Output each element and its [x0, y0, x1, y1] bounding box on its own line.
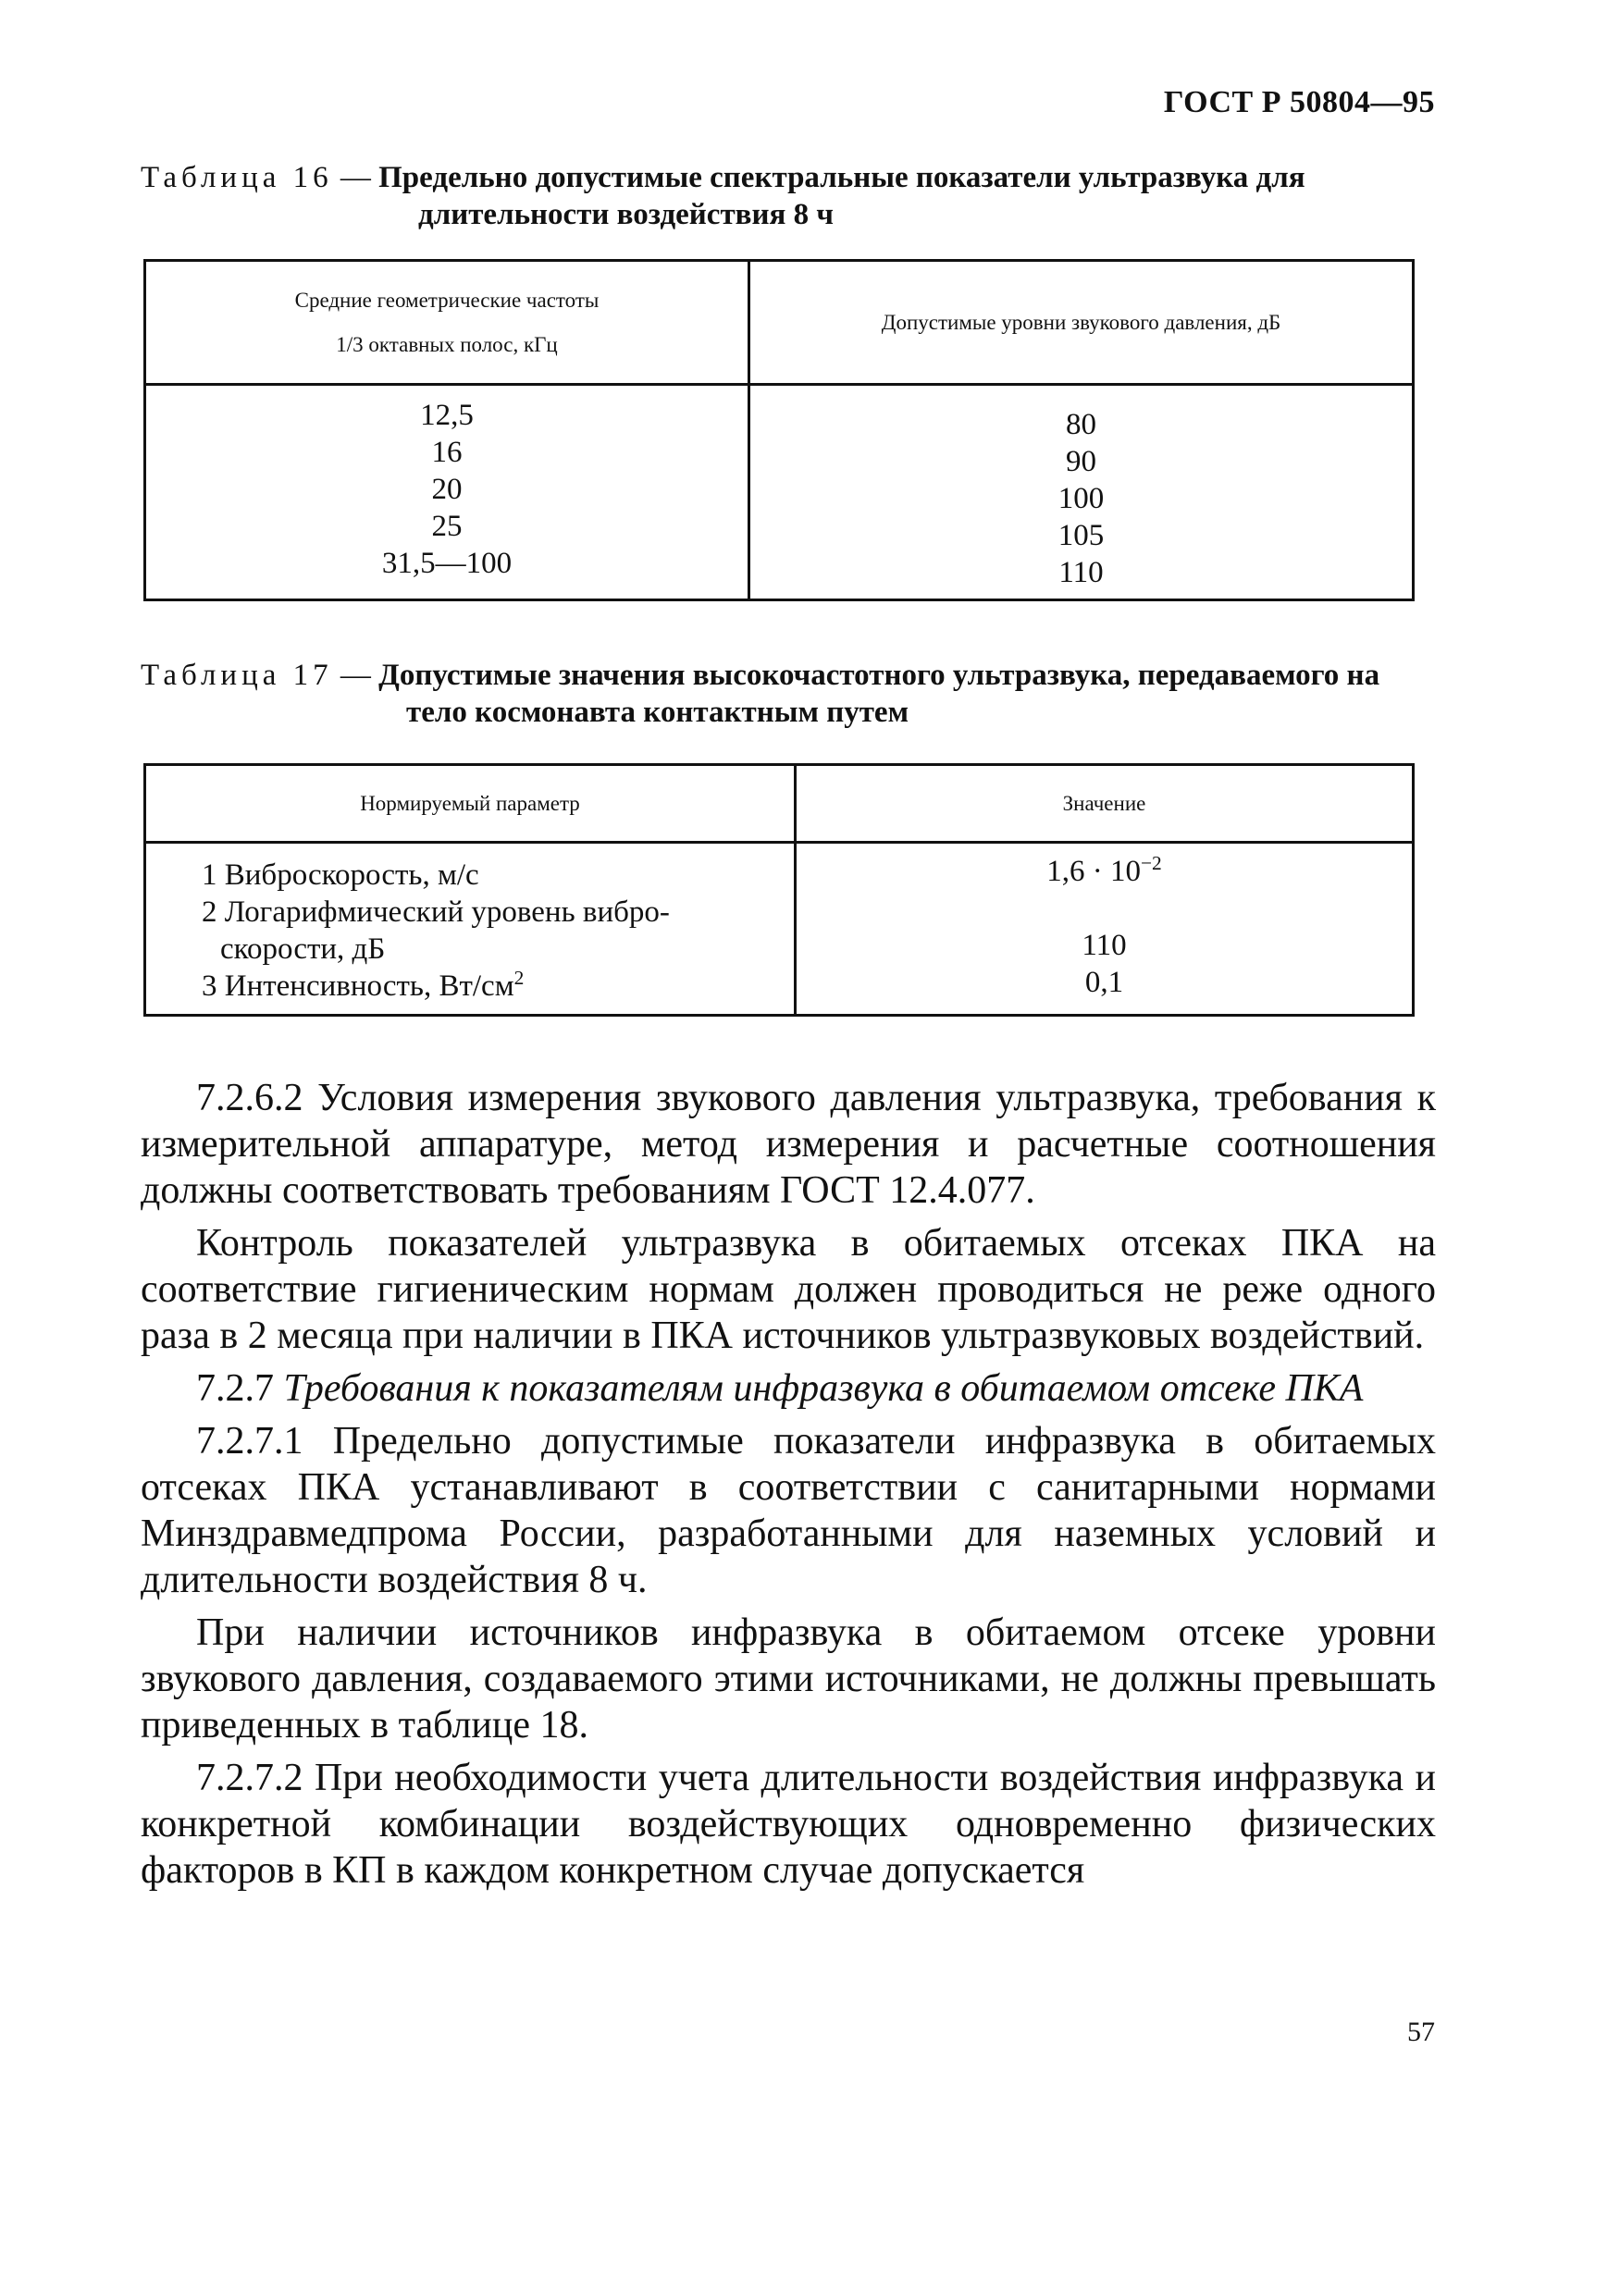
table17-values-cell — [796, 843, 1414, 1016]
table17-value-row2: 110 — [1082, 929, 1127, 962]
table17-col1-header: Нормируемый параметр — [145, 765, 796, 843]
table17-param-row2-line2: скорости, дБ — [220, 932, 386, 966]
table17-params-cell — [145, 843, 796, 1016]
table16-level-cell — [749, 385, 1414, 600]
table16-frequency: 31,5—100 — [381, 547, 513, 580]
table16-col1-header-line1: Средние геометрические частоты — [294, 288, 600, 312]
section-heading-7-2-7 — [141, 1365, 1436, 1412]
table16-frequency: 12,5 — [420, 399, 474, 432]
table17-title-line2: тело космонавта контактным путем — [406, 696, 909, 729]
table16-frequency: 25 — [431, 510, 463, 543]
table16-level-list — [750, 386, 1412, 599]
table16 — [143, 259, 1415, 601]
paragraph-7-2-7-1: 7.2.7.1 Предельно допустимые показатели инфразвука в обитаемых отсеках ПКА устанавливают в соответствии с санитарными нормами Минздравмедпрома России, разработанными для наземных условий и длительности воздействия 8 ч. — [141, 1420, 1436, 1601]
table17-param-row3 — [202, 968, 794, 1005]
table16-frequency-list — [146, 386, 748, 589]
table16-level: 110 — [1058, 556, 1104, 589]
table16-col1-header — [145, 261, 749, 385]
table17-col2-header: Значение — [796, 765, 1414, 843]
table17-value-row1-exp: −2 — [1140, 852, 1162, 874]
body-text — [141, 1075, 1436, 1900]
table17-value-row3: 0,1 — [1084, 966, 1124, 999]
table16-frequency: 20 — [431, 473, 463, 506]
section-title: Требования к показателям инфразвука в обитаемом отсеке ПКА — [283, 1367, 1364, 1410]
table16-title-line2: длительности воздействия 8 ч — [418, 198, 834, 231]
table16-caption: Таблица 16 — Предельно допустимые спектральные показатели ультразвука для длительности воздействия 8 ч — [141, 159, 1436, 233]
paragraph-infrasound-sources: При наличии источников инфразвука в обитаемом отсеке уровни звукового давления, создаваемого этими источниками, не должны превышать приведенных в таблице 18. — [141, 1611, 1436, 1747]
paragraph-7-2-7-2: 7.2.7.2 При необходимости учета длительности воздействия инфразвука и конкретной комбинации воздействующих одновременно физических факторов в КП в каждом конкретном случае допускается — [141, 1757, 1436, 1892]
table16-level: 90 — [1066, 445, 1096, 478]
table17 — [143, 763, 1415, 1017]
table16-col1-header-line2: 1/3 октавных полос, кГц — [336, 332, 558, 356]
document-code: ГОСТ Р 50804—95 — [1163, 85, 1435, 119]
table16-level: 105 — [1057, 519, 1105, 552]
table16-frequency-cell — [145, 385, 749, 600]
table17-caption: Таблица 17 — Допустимые значения высокочастотного ультразвука, передаваемого на тело космонавта контактным путем — [141, 657, 1436, 731]
table17-param-row3-text: 3 Интенсивность, Вт/см — [202, 969, 514, 1003]
table17-value-row1 — [797, 853, 1412, 890]
table17-param-row3-sup: 2 — [513, 967, 525, 989]
table16-title-line1: Предельно допустимые спектральные показатели ультразвука для — [378, 161, 1305, 194]
table17-title-line1: Допустимые значения высокочастотного ультразвука, передаваемого на — [378, 659, 1380, 692]
table16-label: Таблица 16 — [141, 161, 333, 194]
table16-level: 100 — [1057, 482, 1105, 515]
table16-level: 80 — [1066, 408, 1096, 441]
page-number: 57 — [1407, 2017, 1435, 2047]
table17-param-row1: 1 Виброскорость, м/с — [202, 858, 479, 892]
table17-value-row1-base: 1,6 · 10 — [1046, 855, 1141, 888]
table16-col2-header: Допустимые уровни звукового давления, дБ — [749, 261, 1414, 385]
paragraph-7-2-6-2: 7.2.6.2 Условия измерения звукового давления ультразвука, требования к измерительной аппаратуре, метод измерения и расчетные соотношения должны соответствовать требованиям ГОСТ 12.4.077. — [141, 1077, 1436, 1212]
table17-param-row2-line1: 2 Логарифмический уровень вибро- — [202, 895, 670, 929]
table16-frequency: 16 — [431, 436, 463, 469]
paragraph-control: Контроль показателей ультразвука в обитаемых отсеках ПКА на соответствие гигиеническим нормам должен проводиться не реже одного раза в 2 месяца при наличии в ПКА источников ультразвуковых воздействий. — [141, 1222, 1436, 1357]
section-number: 7.2.7 — [196, 1367, 274, 1410]
table17-label: Таблица 17 — [141, 659, 333, 692]
